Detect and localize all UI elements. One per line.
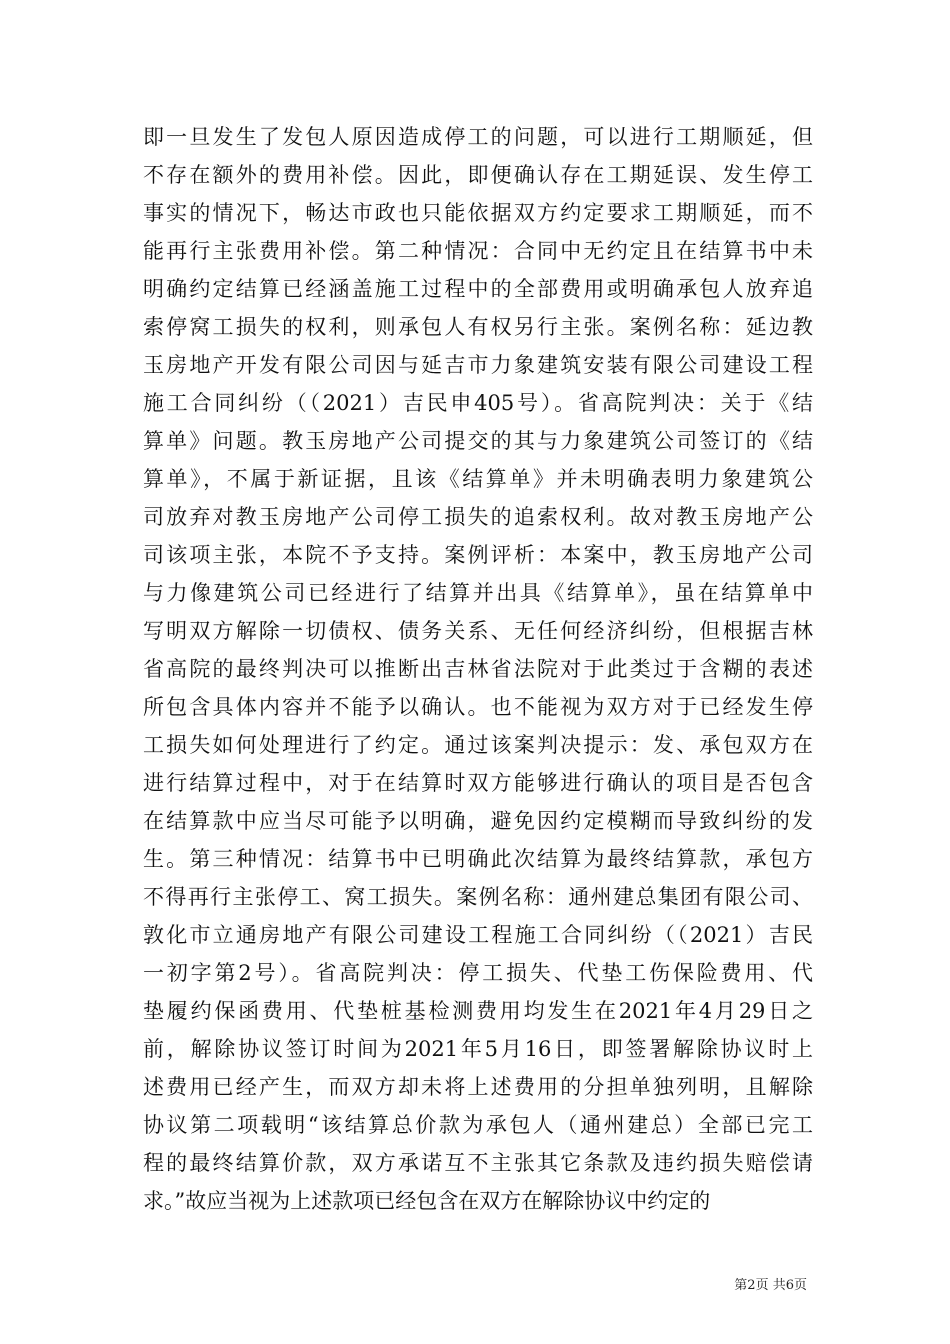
- text-line: 算单》，不属于新证据，且该《结算单》并未明确表明力象建筑公: [143, 467, 813, 491]
- current-page-number: 2: [747, 1278, 756, 1293]
- text-line: 协议第二项载明“该结算总价款为承包人（通州建总）全部已完工: [143, 1113, 813, 1137]
- text-line: 求。”故应当视为上述款项已经包含在双方在解除协议中约定的: [143, 1189, 711, 1213]
- text-line: 与力像建筑公司已经进行了结算并出具《结算单》，虽在结算单中: [143, 581, 813, 605]
- text-line: 所包含具体内容并不能予以确认。也不能视为双方对于已经发生停: [143, 695, 813, 719]
- footer-suffix: 页: [793, 1278, 807, 1293]
- text-line: 省高院的最终判决可以推断出吉林省法院对于此类过于含糊的表述: [143, 657, 813, 681]
- text-line: 能再行主张费用补偿。第二种情况：合同中无约定且在结算书中未: [143, 239, 813, 263]
- text-line: 在结算款中应当尽可能予以明确，避免因约定模糊而导致纠纷的发: [143, 809, 813, 833]
- page-footer: [0, 1278, 807, 1294]
- text-line: 不存在额外的费用补偿。因此，即便确认存在工期延误、发生停工: [143, 163, 813, 187]
- text-line: 玉房地产开发有限公司因与延吉市力象建筑安装有限公司建设工程: [143, 353, 813, 377]
- text-line: 不得再行主张停工、窝工损失。案例名称：通州建总集团有限公司、: [143, 885, 813, 909]
- text-line: 事实的情况下，畅达市政也只能依据双方约定要求工期顺延，而不: [143, 201, 813, 225]
- text-line: 索停窝工损失的权利，则承包人有权另行主张。案例名称：延边教: [143, 315, 813, 339]
- text-line: 工损失如何处理进行了约定。通过该案判决提示：发、承包双方在: [143, 733, 813, 757]
- footer-prefix: 第: [734, 1278, 748, 1293]
- text-line: 述费用已经产生，而双方却未将上述费用的分担单独列明，且解除: [143, 1075, 813, 1099]
- text-line: 垫履约保函费用、代垫桩基检测费用均发生在2021年4月29日之: [143, 999, 813, 1023]
- text-line: 进行结算过程中，对于在结算时双方能够进行确认的项目是否包含: [143, 771, 813, 795]
- text-line: 敦化市立通房地产有限公司建设工程施工合同纠纷（（2021）吉民: [143, 923, 813, 947]
- text-line: 明确约定结算已经涵盖施工过程中的全部费用或明确承包人放弃追: [143, 277, 813, 301]
- text-line: 前，解除协议签订时间为2021年5月16日，即签署解除协议时上: [143, 1037, 813, 1061]
- text-line: 一初字第2号）。省高院判决：停工损失、代垫工伤保险费用、代: [143, 961, 813, 985]
- text-line: 施工合同纠纷（（2021）吉民申405号）。省高院判决：关于《结: [143, 391, 813, 415]
- body-text: [143, 118, 813, 1220]
- text-line: 算单》问题。教玉房地产公司提交的其与力象建筑公司签订的《结: [143, 429, 813, 453]
- text-line: 即一旦发生了发包人原因造成停工的问题，可以进行工期顺延，但: [143, 125, 813, 149]
- text-line: 程的最终结算价款，双方承诺互不主张其它条款及违约损失赔偿请: [143, 1151, 813, 1175]
- text-line: 司放弃对教玉房地产公司停工损失的追索权利。故对教玉房地产公: [143, 505, 813, 529]
- text-line: 生。第三种情况：结算书中已明确此次结算为最终结算款，承包方: [143, 847, 813, 871]
- total-pages-number: 6: [785, 1278, 794, 1293]
- footer-middle: 页 共: [755, 1278, 786, 1293]
- text-line: 司该项主张，本院不予支持。案例评析：本案中，教玉房地产公司: [143, 543, 813, 567]
- text-line: 写明双方解除一切债权、债务关系、无任何经济纠纷，但根据吉林: [143, 619, 813, 643]
